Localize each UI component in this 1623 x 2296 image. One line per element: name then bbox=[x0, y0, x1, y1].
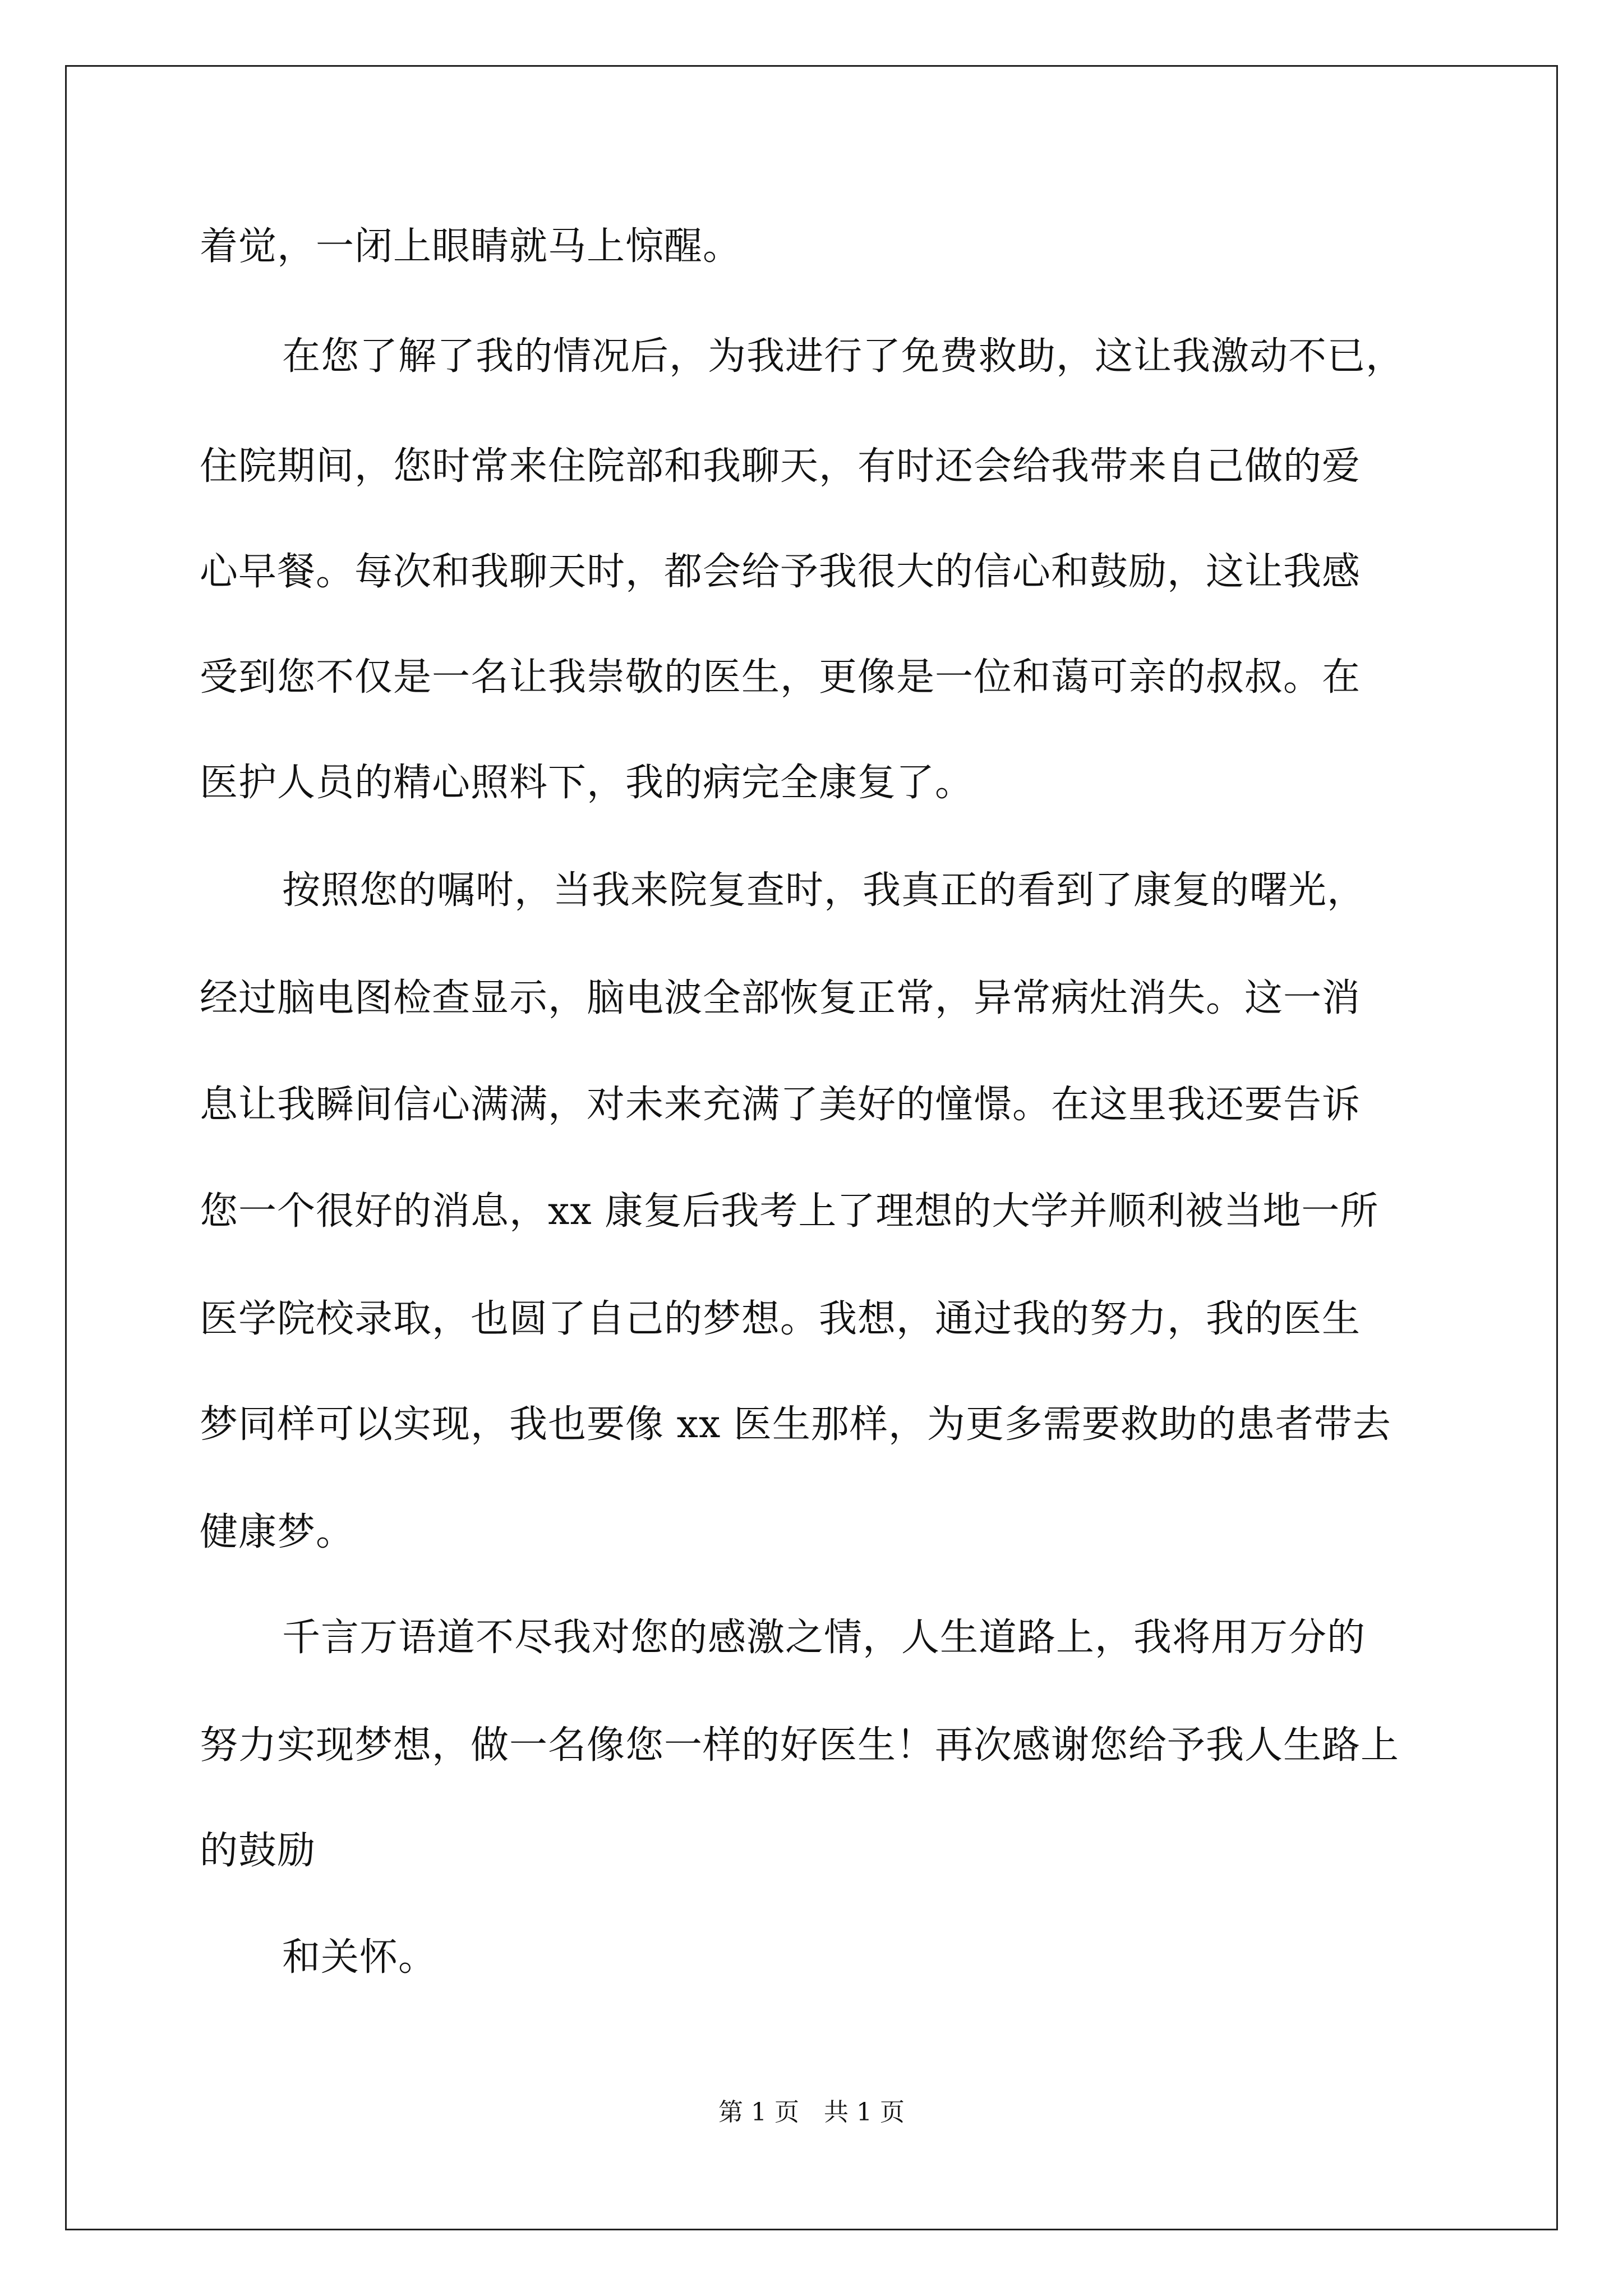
text-line: 努力实现梦想，做一名像您一样的好医生！再次感谢您给予我人生路上 bbox=[200, 1723, 1400, 1768]
text-line: 在您了解了我的情况后，为我进行了免费救助，这让我激动不已， bbox=[282, 334, 1405, 379]
text-line: 心早餐。每次和我聊天时，都会给予我很大的信心和鼓励，这让我感 bbox=[200, 550, 1361, 594]
text-line: 经过脑电图检查显示，脑电波全部恢复正常，异常病灶消失。这一消 bbox=[200, 976, 1361, 1020]
text-line: 着觉，一闭上眼睛就马上惊醒。 bbox=[200, 224, 742, 269]
text-line: 健康梦。 bbox=[200, 1510, 355, 1554]
text-line: 梦同样可以实现，我也要像 xx 医生那样，为更多需要救助的患者带去 bbox=[200, 1402, 1391, 1447]
text-line: 医护人员的精心照料下，我的病完全康复了。 bbox=[200, 761, 974, 805]
text-line: 医学院校录取，也圆了自己的梦想。我想，通过我的努力，我的医生 bbox=[200, 1297, 1361, 1341]
text-line: 息让我瞬间信心满满，对未来充满了美好的憧憬。在这里我还要告诉 bbox=[200, 1083, 1361, 1127]
text-line: 和关怀。 bbox=[282, 1935, 437, 1980]
text-line: 千言万语道不尽我对您的感激之情，人生道路上，我将用万分的 bbox=[282, 1616, 1366, 1660]
page-number-footer: 第 1 页 共 1 页 bbox=[718, 2098, 905, 2127]
text-line: 的鼓励 bbox=[200, 1829, 316, 1873]
text-line: 住院期间，您时常来住院部和我聊天，有时还会给我带来自己做的爱 bbox=[200, 444, 1361, 489]
text-line: 您一个很好的消息，xx 康复后我考上了理想的大学并顺利被当地一所 bbox=[200, 1189, 1379, 1234]
page-border bbox=[65, 65, 1558, 2230]
text-line: 受到您不仅是一名让我崇敬的医生，更像是一位和蔼可亲的叔叔。在 bbox=[200, 655, 1361, 700]
text-line: 按照您的嘱咐，当我来院复查时，我真正的看到了康复的曙光， bbox=[282, 868, 1366, 913]
